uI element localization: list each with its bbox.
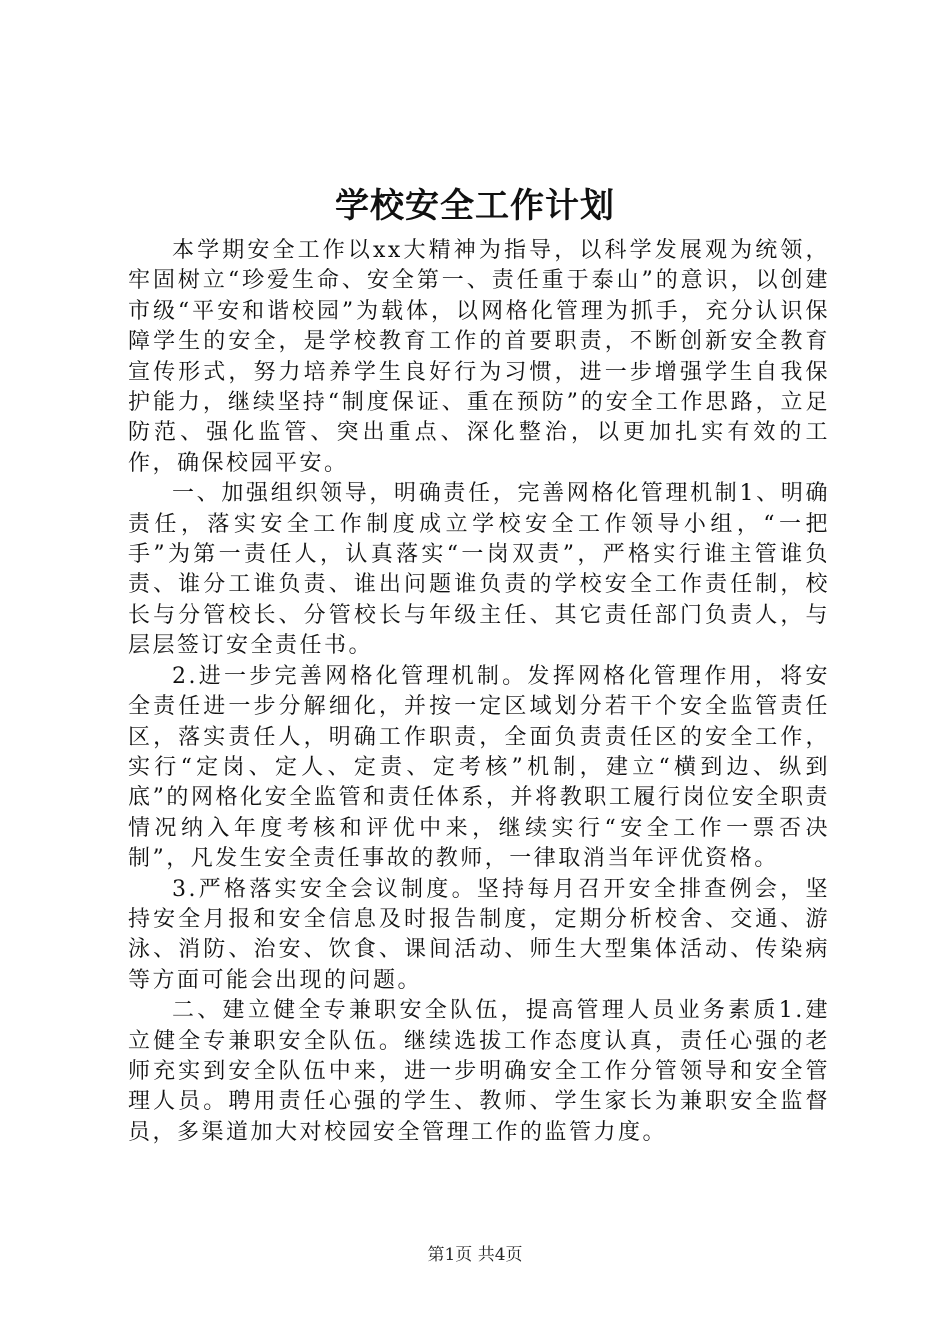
document-title: 学校安全工作计划: [335, 186, 615, 226]
paragraph-item-3: 3.严格落实安全会议制度。坚持每月召开安全排查例会，坚持安全月报和安全信息及时报告制度，定期分析校舍、交通、游泳、消防、治安、饮食、课间活动、师生大型集体活动、传染病等方面可能会出现的问题。: [128, 876, 830, 993]
paragraph-item-2: 2.进一步完善网格化管理机制。发挥网格化管理作用，将安全责任进一步分解细化，并按一定区域划分若干个安全监管责任区，落实责任人，明确工作职责，全面负责责任区的安全工作，实行“定岗、定人、定责、定考核”机制，建立“横到边、纵到底”的网格化安全监管和责任体系，并将教职工履行岗位安全职责情况纳入年度考核和评优中来，继续实行“安全工作一票否决制”，凡发生安全责任事故的教师，一律取消当年评优资格。: [128, 663, 830, 872]
page-number-footer: 第1页 共4页: [427, 1245, 523, 1265]
paragraph-section-2: 二、建立健全专兼职安全队伍，提高管理人员业务素质1.建立健全专兼职安全队伍。继续选拔工作态度认真，责任心强的老师充实到安全队伍中来，进一步明确安全工作分管领导和安全管理人员。聘用责任心强的学生、教师、学生家长为兼职安全监督员，多渠道加大对校园安全管理工作的监管力度。: [128, 998, 830, 1145]
paragraph-section-1: 一、加强组织领导，明确责任，完善网格化管理机制1、明确责任，落实安全工作制度成立学校安全工作领导小组，“一把手”为第一责任人，认真落实“一岗双责”，严格实行谁主管谁负责、谁分工谁负责、谁出问题谁负责的学校安全工作责任制，校长与分管校长、分管校长与年级主任、其它责任部门负责人，与层层签订安全责任书。: [128, 481, 830, 659]
document-body: [128, 236, 830, 1148]
paragraph-intro: 本学期安全工作以xx大精神为指导，以科学发展观为统领，牢固树立“珍爱生命、安全第一、责任重于泰山”的意识，以创建市级“平安和谐校园”为载体，以网格化管理为抓手，充分认识保障学生的安全，是学校教育工作的首要职责，不断创新安全教育宣传形式，努力培养学生良好行为习惯，进一步增强学生自我保护能力，继续坚持“制度保证、重在预防”的安全工作思路，立足防范、强化监管、突出重点、深化整治，以更加扎实有效的工作，确保校园平安。: [128, 238, 830, 476]
